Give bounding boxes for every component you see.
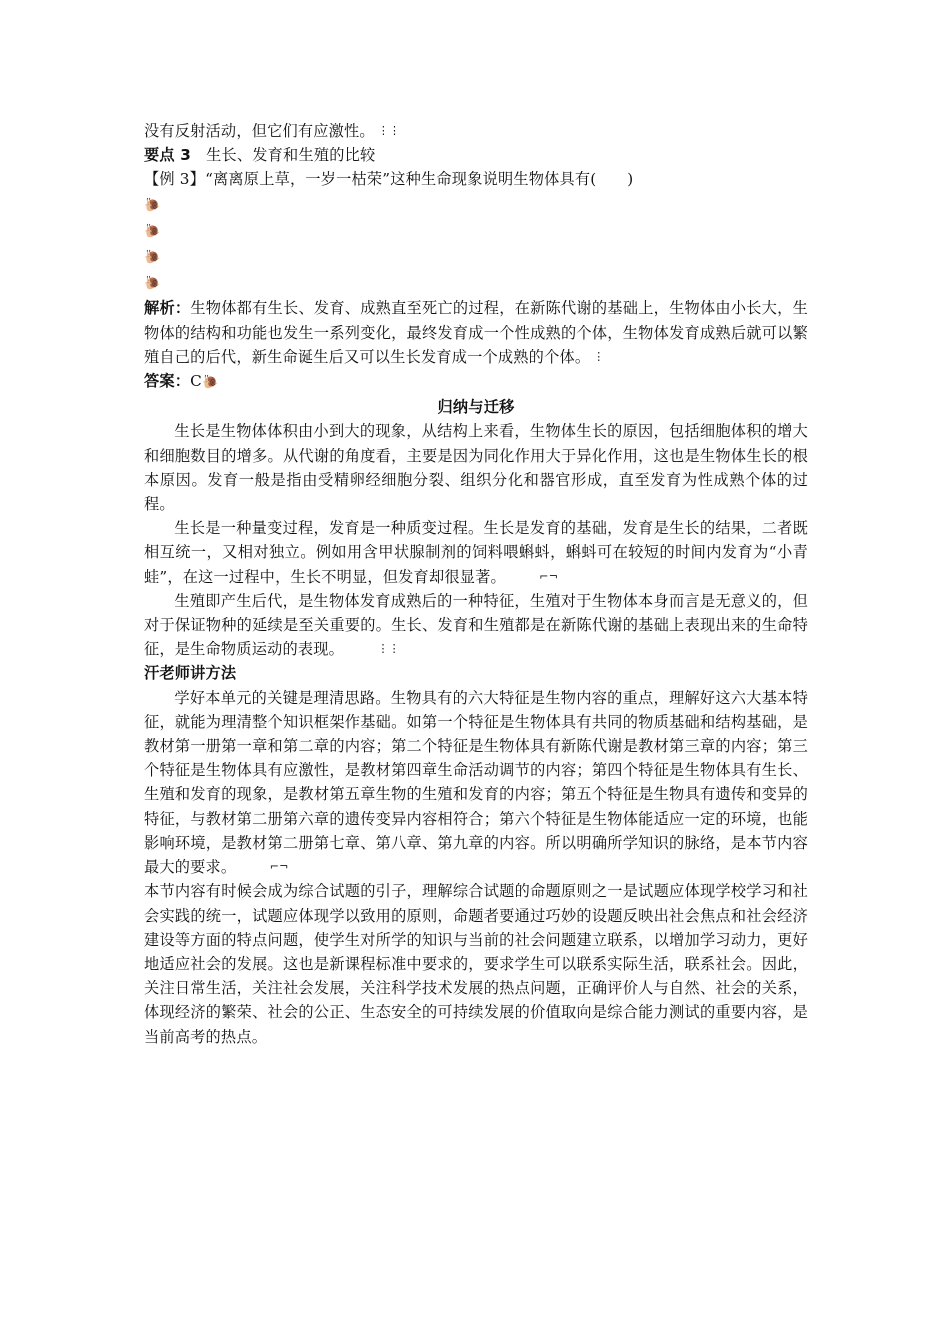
teacher-title: 汗老师讲方法 [144, 664, 237, 683]
summary-paragraph-2 [144, 516, 808, 589]
summary-paragraph-2-text: 生长是一种量变过程，发育是一种质变过程。生长是发育的基础，发育是生长的结果，二者既相互统一，又相对独立。例如用含甲状腺制剂的饲料喂蝌蚪，蝌蚪可在较短的时间内发育为“小青蛙”，在这一过程中，生长不明显，但发育却很显著。 [144, 519, 808, 586]
option-b-glyph: 🐌 [144, 223, 161, 239]
example-question [144, 167, 808, 191]
key-point-gap [191, 146, 206, 164]
analysis-text: 生物体都有生长、发育、成熟直至死亡的过程，在新陈代谢的基础上，生物体由小长大，生物体的结构和功能也发生一系列变化，最终发育成一个性成熟的个体，生物体发育成熟后就可以繁殖自己的后代，新生命诞生后又可以生长发育成一个成熟的个体。 [144, 299, 809, 366]
example-label: 【例 3】 [144, 170, 206, 189]
summary-paragraph-1 [144, 419, 808, 516]
option-a-glyph: 🐌 [144, 197, 161, 213]
analysis-label: 解析： [144, 299, 191, 318]
summary-paragraph-3-mark: ⋮⋮ [377, 642, 400, 656]
analysis-mark: ⋮ [593, 349, 605, 363]
option-c [144, 244, 808, 270]
answer-label: 答案： [144, 372, 191, 391]
option-c-glyph: 🐌 [144, 250, 161, 266]
answer-mark: 🐌 [202, 375, 219, 391]
summary-paragraph-3-text: 生殖即产生后代，是生物体发育成熟后的一种特征，生殖对于生物体本身而言是无意义的，但对于保证物种的延续是至关重要的。生长、发育和生殖都是在新陈代谢的基础上表现出来的生命特征，是生命物质运动的表现。 [144, 591, 808, 659]
summary-paragraph-2-mark: ⌐¬ [539, 569, 559, 583]
answer-value: C [190, 372, 202, 391]
analysis-paragraph [144, 296, 808, 369]
intro-mark: ⋮⋮ [377, 124, 401, 137]
option-b [144, 218, 808, 244]
summary-paragraph-1-text: 生长是生物体体积由小到大的现象，从结构上来看，生物体生长的原因，包括细胞体积的增大和细胞数目的增多。从代谢的角度看，主要是因为同化作用大于异化作用，这也是生物体生长的根本原因。发育一般是指由受精卵经细胞分裂、组织分化和器官形成，直至发育为性成熟个体的过程。 [144, 422, 808, 514]
example-question-text: “离离原上草，一岁一枯荣”这种生命现象说明生物体具有( ) [205, 170, 634, 189]
option-d [144, 270, 808, 296]
key-point-title: 生长、发育和生殖的比较 [206, 146, 376, 165]
summary-paragraph-3 [144, 589, 808, 662]
summary-title: 归纳与迁移 [437, 398, 515, 417]
teacher-paragraph-1-text: 学好本单元的关键是理清思路。生物具有的六大特征是生物内容的重点，理解好这六大基本特征，就能为理清整个知识框架作基础。如第一个特征是生物体具有共同的物质基础和结构基础，是教材第一册第一章和第二章的内容；第二个特征是生物体具有新陈代谢是教材第三章的内容；第三个特征是生物体具有应激性，是教材第四章生命活动调节的内容；第四个特征是生物体具有生长、生殖和发育的现象，是教材第五章生物的生殖和发育的内容；第五个特征是生物具有遗传和变异的特征，与教材第二册第六章的遗传变异内容相符合；第六个特征是生物体能适应一定的环境，也能影响环境，是教材第二册第七章、第八章、第九章的内容。所以明确所学知识的脉络，是本节内容最大的要求。 [144, 688, 808, 877]
key-point-label: 要点 3 [144, 146, 192, 165]
teacher-paragraph-1 [144, 686, 808, 880]
document-page [144, 119, 808, 1049]
teacher-paragraph-1-mark: ⌐¬ [269, 860, 289, 874]
teacher-paragraph-2 [144, 879, 808, 1048]
intro-text: 没有反射活动，但它们有应激性。 [144, 122, 375, 140]
answer-line [144, 369, 808, 395]
teacher-paragraph-2-text: 本节内容有时候会成为综合试题的引子，理解综合试题的命题原则之一是试题应体现学校学习和社会实践的统一，试题应体现学以致用的原则，命题者要通过巧妙的设题反映出社会焦点和社会经济建设等方面的特点问题，使学生对所学的知识与当前的社会问题建立联系，以增加学习动力，更好地适应社会的发展。这也是新课程标准中要求的，要求学生可以联系实际生活，联系社会。因此，关注日常生活，关注社会发展，关注科学技术发展的热点问题，正确评价人与自然、社会的关系，体现经济的繁荣、社会的公正、生态安全的可持续发展的价值取向是综合能力测试的重要内容，是当前高考的热点。 [144, 882, 808, 1046]
option-a [144, 192, 808, 218]
intro-line [144, 119, 808, 143]
option-d-glyph: 🐌 [144, 276, 161, 292]
key-point-heading [144, 143, 808, 167]
